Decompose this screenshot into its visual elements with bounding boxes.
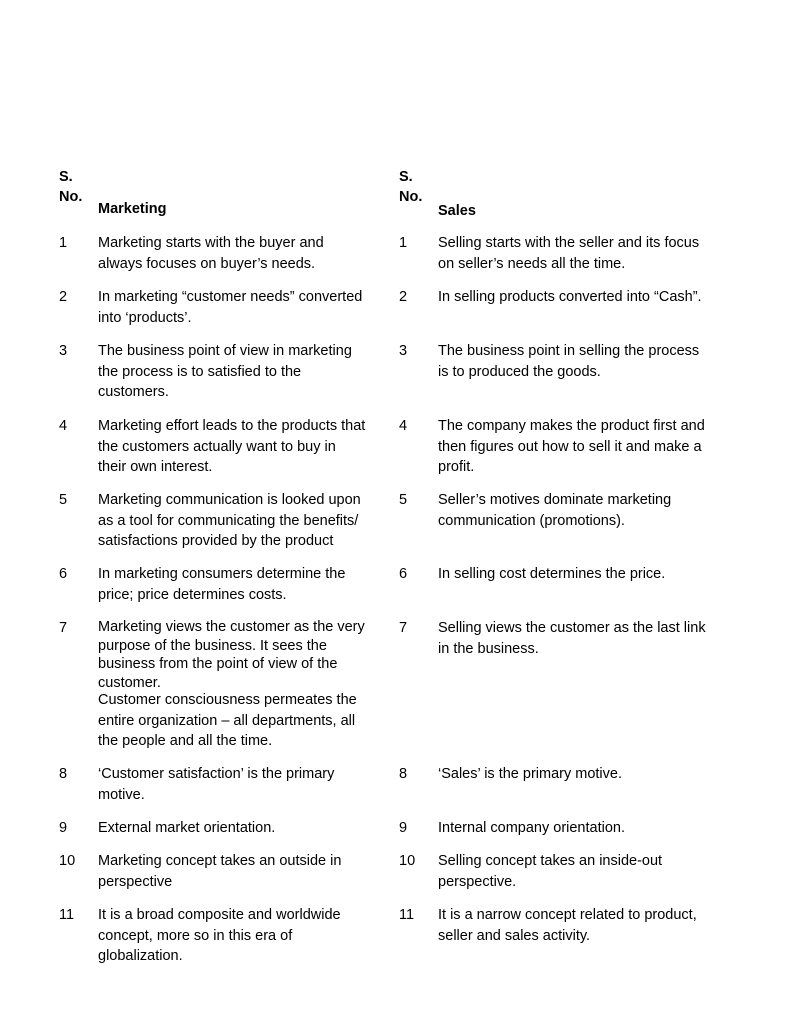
row-number: 8 <box>59 766 68 782</box>
marketing-cell: It is a broad composite and worldwide concept, more so in this era of globalization. <box>98 907 341 964</box>
row-number: 9 <box>399 820 408 836</box>
row-number: 2 <box>399 289 408 305</box>
row-number: 1 <box>59 235 68 251</box>
row-number: 10 <box>59 853 76 869</box>
row-number: 1 <box>399 235 408 251</box>
sno-header-right: S. No. <box>399 169 423 205</box>
row-number: 8 <box>399 766 408 782</box>
marketing-cell: In marketing consumers determine the price; price determines costs. <box>98 566 346 603</box>
row-number: 3 <box>59 343 68 359</box>
row-number: 6 <box>399 566 408 582</box>
sno-header-left: S. No. <box>59 169 83 205</box>
row-number: 5 <box>59 492 68 508</box>
marketing-cell-continued: Customer consciousness permeates the entire organization – all departments, all the people and all the time. <box>98 692 357 749</box>
sales-cell: Internal company orientation. <box>438 820 625 836</box>
sales-cell: The company makes the product first and then figures out how to sell it and make a profit. <box>438 418 705 475</box>
sales-cell: Selling starts with the seller and its focus on seller’s needs all the time. <box>438 235 700 272</box>
row-number: 6 <box>59 566 68 582</box>
sales-cell: Selling concept takes an inside-out perspective. <box>438 853 663 890</box>
row-number: 7 <box>399 620 408 636</box>
sales-cell: Selling views the customer as the last link in the business. <box>438 620 706 657</box>
marketing-cell: External market orientation. <box>98 820 276 836</box>
marketing-cell: Marketing communication is looked upon as a tool for communicating the benefits/ satisfactions provided by the product <box>98 492 361 549</box>
marketing-cell: Marketing effort leads to the products that the customers actually want to buy in their own interest. <box>98 418 366 475</box>
row-number: 11 <box>59 907 75 923</box>
marketing-cell: The business point of view in marketing the process is to satisfied to the customers. <box>98 343 352 400</box>
marketing-cell: ‘Customer satisfaction’ is the primary motive. <box>98 766 335 803</box>
sales-cell: In selling cost determines the price. <box>438 566 666 582</box>
sales-header: Sales <box>438 203 476 219</box>
row-number: 2 <box>59 289 68 305</box>
row-number: 5 <box>399 492 408 508</box>
row-number: 3 <box>399 343 408 359</box>
sales-cell: Seller’s motives dominate marketing communication (promotions). <box>438 492 672 529</box>
marketing-cell: Marketing starts with the buyer and always focuses on buyer’s needs. <box>98 235 324 272</box>
row-number: 11 <box>399 907 415 923</box>
row-number: 4 <box>59 418 68 434</box>
row-number: 9 <box>59 820 68 836</box>
marketing-cell: Marketing concept takes an outside in perspective <box>98 853 342 890</box>
marketing-cell: Marketing views the customer as the very purpose of the business. It sees the business from the point of view of the customer. <box>98 619 365 691</box>
sales-cell: In selling products converted into “Cash”. <box>438 289 702 305</box>
sales-cell: It is a narrow concept related to product, seller and sales activity. <box>438 907 697 944</box>
row-number: 4 <box>399 418 408 434</box>
sales-cell: ‘Sales’ is the primary motive. <box>438 766 622 782</box>
sales-cell: The business point in selling the process is to produced the goods. <box>438 343 700 380</box>
marketing-cell: In marketing “customer needs” converted into ‘products’. <box>98 289 363 326</box>
row-number: 10 <box>399 853 416 869</box>
marketing-header: Marketing <box>98 201 167 217</box>
row-number: 7 <box>59 620 68 636</box>
